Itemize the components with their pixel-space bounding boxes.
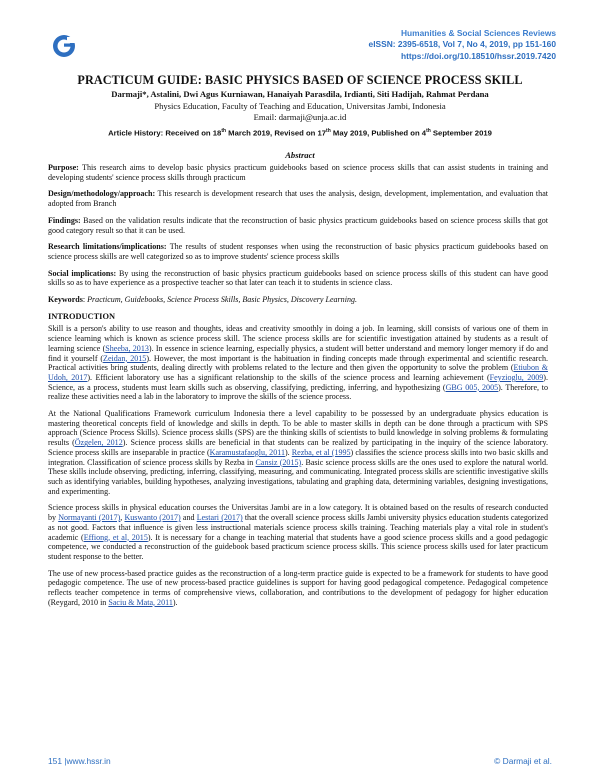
intro-paragraph-3: Science process skills in physical education courses the Universitas Jambi are in a low category. It is obtained based on the results of research conducted by Normayanti (2017), Kuswanto (2017) and Lestari (2017) that the overall science process skills Jambi university physics education students categorized as not good. Factors that influence is given less instructional materials science process skills training. Teaching materials play a vital role in student's academic (Effiong, et al, 2015). It is necessary for a change in teaching material that students have a good science process skills and a good pedagogic competence, we conducted a reconstruction of the guidebook based practicum science process skills. This science process skills used for later practicum student response to the better. bbox=[48, 503, 548, 561]
citation-link[interactable]: Kuswanto (2017) bbox=[124, 513, 181, 523]
abstract-limitations: Research limitations/implications: The results of student responses when using the reconstruction of basic physics practicum guidebooks based on science process skills are well categorized so as to improve students' science process skills bbox=[48, 242, 549, 261]
citation-link[interactable]: Özgelen, 2012 bbox=[74, 438, 123, 448]
intro-paragraph-2: At the National Qualifications Framework curriculum Indonesia there a level capability to be possessed by an undergraduate physics education is mastering theoretical concepts field of knowledge and skills in depth. To be able to master skills in depth can be done through a practicum with SPS approach (Science Process Skills). Science process skills (SPS) are the thinking skills of scientists to build knowledge in solving problems & formulating results (Özgelen, 2012). Science process skills are beneficial in that students can be realized by participating in the inquiry of the science laboratory. Science process skills are inseparable in practice (Karamustafaoglu, 2011). Rezba, et al (1995) classifies the science process skills into two basic skills and integration. Classification of science process skills by Rezba in Cansiz (2015). Basic science process skills are the ones used to explore the natural world. These skills include observing, predicting, inferring, classifying, measuring, and communicating. Integrated process skills are scientific investigative skills such as identifying variables, building hypotheses, analyzing investigations, tabulating and graphing data, determining variables, designing investigations, and experimenting. bbox=[48, 409, 549, 496]
journal-name: Humanities & Social Sciences Reviews bbox=[400, 28, 556, 38]
author-email: Email: darmaji@unja.ac.id bbox=[253, 112, 347, 122]
intro-paragraph-4: The use of new process-based practice guides as the reconstruction of a long-term practice guide is expected to be a framework for students to have good pedagogic competence. The use of new process-based practice guidelines is support for having good pedagogical competence. Pedagogical competence reflects teacher competence in terms of comprehensive views, collaboration, and contributions to the development of pedagogy for higher education (Reygard, 2010 in Saciu & Mata, 2011). bbox=[48, 568, 548, 607]
citation-link[interactable]: Normayanti (2017) bbox=[58, 513, 121, 523]
intro-paragraph-1: Skill is a person's ability to use reason and thoughts, ideas and creativity smoothly in doing a job. In learning, skill consists of various one of them in science learning which is known as science process skill. The science process skills are for scientific investigation attained by students as a result of learning science (Sheeba, 2013). In essence in science learning, especially physics, a student will better understand and memory longer memory if do and find it yourself (Zeidan, 2015). However, the most important is the habituation in finding concepts made through experimental and scientific research. Practical activities bring students, dealing directly with problems related to the lecture and then given the opportunity to solve the problem (Etiubon & Udoh, 2017). Efficient laboratory use has a significant relationship to the skills of the science process and learning achievement (Feyzioglu, 2009). Science, as a process, students must learn skills such as observing, classifying, predicting, inferring, and hypothesizing (GBG 005, 2005). Therefore, to realize these activities need a lab in the laboratory to improve the skills of the science process. bbox=[48, 324, 548, 402]
article-history: Article History: Received on 18th March 2019, Revised on 17th May 2019, Published on 4th September 2019 bbox=[108, 128, 492, 138]
abstract-purpose: Purpose: This research aims to develop basic physics practicum guidebooks based on science process skills that can assist students in training and developing students' science process skills through practicum bbox=[48, 163, 548, 182]
keywords: Keywords: Practicum, Guidebooks, Science Process Skills, Basic Physics, Discovery Learning. bbox=[48, 295, 358, 305]
abstract-findings: Findings: Based on the validation results indicate that the reconstruction of basic physics practicum guidebooks based on science process skills that got good category result so that it can be used. bbox=[48, 215, 548, 235]
intro-heading: INTRODUCTION bbox=[48, 311, 116, 321]
author-list: Darmaji*, Astalini, Dwi Agus Kurniawan, Hanaiyah Parasdila, Irdianti, Siti Hadijah, Rahmat Perdana bbox=[111, 89, 489, 99]
footer-copyright: © Darmaji et al. bbox=[494, 756, 552, 766]
journal-header bbox=[369, 28, 556, 62]
citation-link[interactable]: Rezba, et al (1995 bbox=[291, 447, 351, 457]
paper-body bbox=[48, 163, 548, 614]
citation-link[interactable]: Karamustafaoglu, 2011 bbox=[209, 447, 285, 457]
journal-logo-icon bbox=[52, 34, 76, 58]
citation-link[interactable]: Effiong, et al, 2015 bbox=[83, 532, 148, 542]
abstract-social: Social implications: By using the reconstruction of basic physics practicum guidebooks based on science process skills of this student can have good skills so as to have experience as a prospective teacher so that later can teach it to students in science class. bbox=[48, 268, 548, 288]
citation-link[interactable]: Saciu & Mata, 2011 bbox=[108, 597, 173, 607]
citation-link[interactable]: Feyzioglu, 2009 bbox=[489, 372, 544, 382]
footer-page-info[interactable]: 151 |www.hssr.in bbox=[48, 756, 111, 766]
citation-link[interactable]: Sheeba, 2013 bbox=[105, 343, 149, 353]
abstract-heading: Abstract bbox=[285, 150, 315, 160]
citation-link[interactable]: Etiubon & Udoh, 2017 bbox=[48, 363, 548, 382]
paper-title: PRACTICUM GUIDE: BASIC PHYSICS BASED OF SCIENCE PROCESS SKILL bbox=[77, 73, 523, 87]
citation-link[interactable]: Cansiz (2015) bbox=[255, 457, 302, 467]
citation-link[interactable]: Lestari (2017) bbox=[196, 513, 243, 523]
affiliation: Physics Education, Faculty of Teaching and Education, Universitas Jambi, Indonesia bbox=[154, 101, 446, 111]
issn-line: eISSN: 2395-6518, Vol 7, No 4, 2019, pp 151-160 bbox=[368, 39, 556, 50]
citation-link[interactable]: Zeidan, 2015 bbox=[103, 353, 147, 363]
citation-link[interactable]: GBG 005, 2005 bbox=[445, 382, 499, 392]
doi-link[interactable]: https://doi.org/10.18510/hssr.2019.7420 bbox=[400, 50, 556, 61]
abstract-design: Design/methodology/approach: This research is development research that uses the analysis, design, development, implementation, and evaluation that adopted from Branch bbox=[48, 189, 548, 209]
